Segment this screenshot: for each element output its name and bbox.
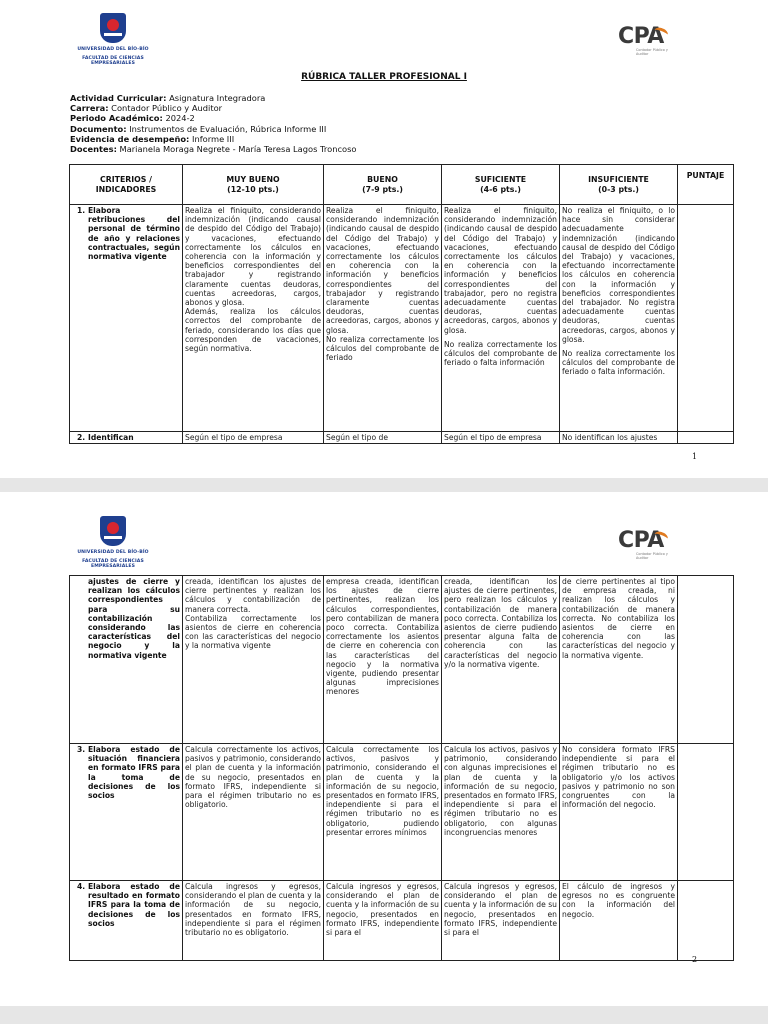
table-row xyxy=(70,576,734,744)
page-gap xyxy=(0,478,768,492)
university-name: UNIVERSIDAD DEL BÍO-BÍO xyxy=(77,550,149,555)
puntaje-4[interactable] xyxy=(678,881,734,961)
criterion-2-start: 2. Identifican xyxy=(70,432,183,444)
bueno-2-start: Según el tipo de xyxy=(324,432,442,444)
cpa-logo-text: CPA xyxy=(618,24,664,49)
page-number: 1 xyxy=(692,452,698,461)
cpa-tagline: Contador Público y Auditor xyxy=(636,552,668,560)
suficiente-4: Calcula ingresos y egresos, considerando el plan de cuenta y la información de su negocio, presentados en formato IFRS, independiente si para el xyxy=(442,881,560,961)
faculty-name: FACULTAD DE CIENCIAS EMPRESARIALES xyxy=(82,559,144,569)
meta-line: Documento: Instrumentos de Evaluación, Rúbrica Informe III xyxy=(70,123,327,134)
bueno-3: Calcula correctamente los activos, pasivos y patrimonio, considerando el plan de cuenta y la información de su negocio, presentados en formato IFRS, independiente si para el régimen tributario no es obligatorio, pudiendo presentar errores mínimos xyxy=(324,744,442,881)
meta-line: Evidencia de desempeño: Informe III xyxy=(70,133,235,144)
meta-line: Docentes: Marianela Moraga Negrete - María Teresa Lagos Troncoso xyxy=(70,144,357,155)
criterion-2: ajustes de cierre y realizan los cálculos correspondientes para su contabilización considerando las características del negocio y la normativa vigente xyxy=(70,576,183,744)
document-title: RÚBRICA TALLER PROFESIONAL I xyxy=(301,72,467,82)
insuficiente-4: El cálculo de ingresos y egresos no es congruente con la información del negocio. xyxy=(560,881,678,961)
puntaje-3[interactable] xyxy=(678,744,734,881)
header-muy-bueno: MUY BUENO (12-10 pts.) xyxy=(183,165,324,205)
suficiente-2-start: Según el tipo de empresa xyxy=(442,432,560,444)
page-2 xyxy=(0,492,768,1006)
rubric-table-page1 xyxy=(69,164,734,444)
header-puntaje: PUNTAJE xyxy=(678,165,734,205)
page-gap xyxy=(0,1006,768,1024)
table-row xyxy=(70,881,734,961)
puntaje-2[interactable] xyxy=(678,576,734,744)
meta-line: Periodo Académico: 2024-2 xyxy=(70,113,195,124)
muy-bueno-2-start: Según el tipo de empresa xyxy=(183,432,324,444)
bueno-2: empresa creada, identifican los ajustes de cierre pertinentes, realizan los cálculos correspondientes, pero contabilizan de manera poco correcta. Contabiliza correctamente los asientos de cierre en coherencia con las características del negocio y la normativa vigente, pudiendo presentar algunas imprecisiones menores xyxy=(324,576,442,744)
rubric-table-page2 xyxy=(69,575,734,961)
criterion-4: 4. Elabora estado de resultado en formato IFRS para la toma de decisiones de los socios xyxy=(70,881,183,961)
cpa-logo xyxy=(618,530,680,568)
table-row xyxy=(70,432,734,444)
header-criterios: CRITERIOS / INDICADORES xyxy=(70,165,183,205)
suficiente-1: Realiza el finiquito, considerando indemnización (indicando causal de despido del Código del Trabajo) y vacaciones, efectuando correctamente los cálculos en coherencia con la información y beneficios correspondientes del trabajador, pero no registra adecuadamente cuentas deudoras, cuentas acreedoras, cargos, abonos y glosa. No realiza correctamente los cálculos del comprobante de feriado o falta información xyxy=(442,205,560,432)
cpa-logo xyxy=(618,26,680,64)
puntaje-1[interactable] xyxy=(678,205,734,432)
table-row xyxy=(70,744,734,881)
muy-bueno-3: Calcula correctamente los activos, pasivos y patrimonio, considerando el plan de cuenta y la información de su negocio, presentados en formato IFRS, independiente si para el régimen tributario no es obligatorio. xyxy=(183,744,324,881)
muy-bueno-4: Calcula ingresos y egresos, considerando el plan de cuenta y la información de su negocio, presentados en formato IFRS, independiente si para el régimen tributario no es obligatorio. xyxy=(183,881,324,961)
suficiente-2: creada, identifican los ajustes de cierre pertinentes, pero realizan los cálculos y contabilización de manera poco correcta. Contabiliza los asientos de cierre pudiendo presentar alguna falta de coherencia con las características del negocio y/o la normativa vigente. xyxy=(442,576,560,744)
criterion-3: 3. Elabora estado de situación financiera en formato IFRS para la toma de decisiones de los socios xyxy=(70,744,183,881)
meta-line: Carrera: Contador Público y Auditor xyxy=(70,103,223,114)
insuficiente-2-start: No identifican los ajustes xyxy=(560,432,678,444)
muy-bueno-2: creada, identifican los ajustes de cierre pertinentes y realizan los cálculos y contabilización de manera correcta. Contabiliza correctamente los asientos de cierre en coherencia con las características del negocio y la normativa vigente xyxy=(183,576,324,744)
suficiente-3: Calcula los activos, pasivos y patrimonio, considerando con algunas imprecisiones el plan de cuenta y la información de su negocio, presentados en formato IFRS, independiente si para el régimen tributario no es obligatorio, con algunas incongruencias menores xyxy=(442,744,560,881)
table-row xyxy=(70,205,734,432)
page-number: 2 xyxy=(692,955,698,964)
document-meta xyxy=(70,93,357,154)
insuficiente-2: de cierre pertinentes al tipo de empresa creada, ni realizan los cálculos y contabilización de manera correcta. No contabiliza los asientos de cierre en coherencia con las características del negocio y la normativa vigente. xyxy=(560,576,678,744)
header-insuficiente: INSUFICIENTE (0-3 pts.) xyxy=(560,165,678,205)
university-logo xyxy=(68,13,158,66)
bueno-1: Realiza el finiquito, considerando indemnización (indicando causal de despido del Código del Trabajo) y vacaciones, efectuando correctamente los cálculos en coherencia con la información y beneficios correspondientes del trabajador y registrando claramente cuentas deudoras, cuentas acreedoras, cargos, abonos y glosa. No realiza correctamente los cálculos del comprobante de feriado xyxy=(324,205,442,432)
header-bueno: BUENO (7-9 pts.) xyxy=(324,165,442,205)
cpa-tagline: Contador Público y Auditor xyxy=(636,48,668,56)
muy-bueno-1: Realiza el finiquito, considerando indemnización (indicando causal de despido del Código del Trabajo) y vacaciones, efectuando correctamente los cálculos en coherencia con la información y beneficios correspondientes del trabajador y registrando claramente cuentas deudoras, cuentas acreedoras, cargos, abonos y glosa. Además, realiza los cálculos correctos del comprobante de feriado, considerando los días que corresponden de vacaciones, según normativa. xyxy=(183,205,324,432)
university-name: UNIVERSIDAD DEL BÍO-BÍO xyxy=(77,47,149,52)
criterion-1: 1. Elabora retribuciones del personal de término de año y relaciones contractuales, según normativa vigente xyxy=(70,205,183,432)
meta-line: Actividad Curricular: Asignatura Integradora xyxy=(70,93,266,103)
faculty-name: FACULTAD DE CIENCIAS EMPRESARIALES xyxy=(82,56,144,66)
bueno-4: Calcula ingresos y egresos, considerando el plan de cuenta y la información de su negocio, presentados en formato IFRS, independiente si para el xyxy=(324,881,442,961)
university-logo xyxy=(68,516,158,569)
insuficiente-1: No realiza el finiquito, o lo hace sin considerar adecuadamente indemnización (indicando causal de despido del Código del Trabajo) y vacaciones, efectuando incorrectamente los cálculos en coherencia con la información y beneficios correspondientes del trabajador. No registra adecuadamente cuentas deudoras, cuentas acreedoras, cargos, abonos y glosa. No realiza correctamente los cálculos del comprobante de feriado o falta información. xyxy=(560,205,678,432)
cpa-logo-text: CPA xyxy=(618,528,664,553)
puntaje-2-start[interactable] xyxy=(678,432,734,444)
page-1 xyxy=(0,0,768,478)
insuficiente-3: No considera formato IFRS independiente si para el régimen tributario no es obligatorio y/o los activos pasivos y patrimonio no son congruentes con la información del negocio. xyxy=(560,744,678,881)
university-shield-icon xyxy=(100,13,126,43)
university-shield-icon xyxy=(100,516,126,546)
header-suficiente: SUFICIENTE (4-6 pts.) xyxy=(442,165,560,205)
